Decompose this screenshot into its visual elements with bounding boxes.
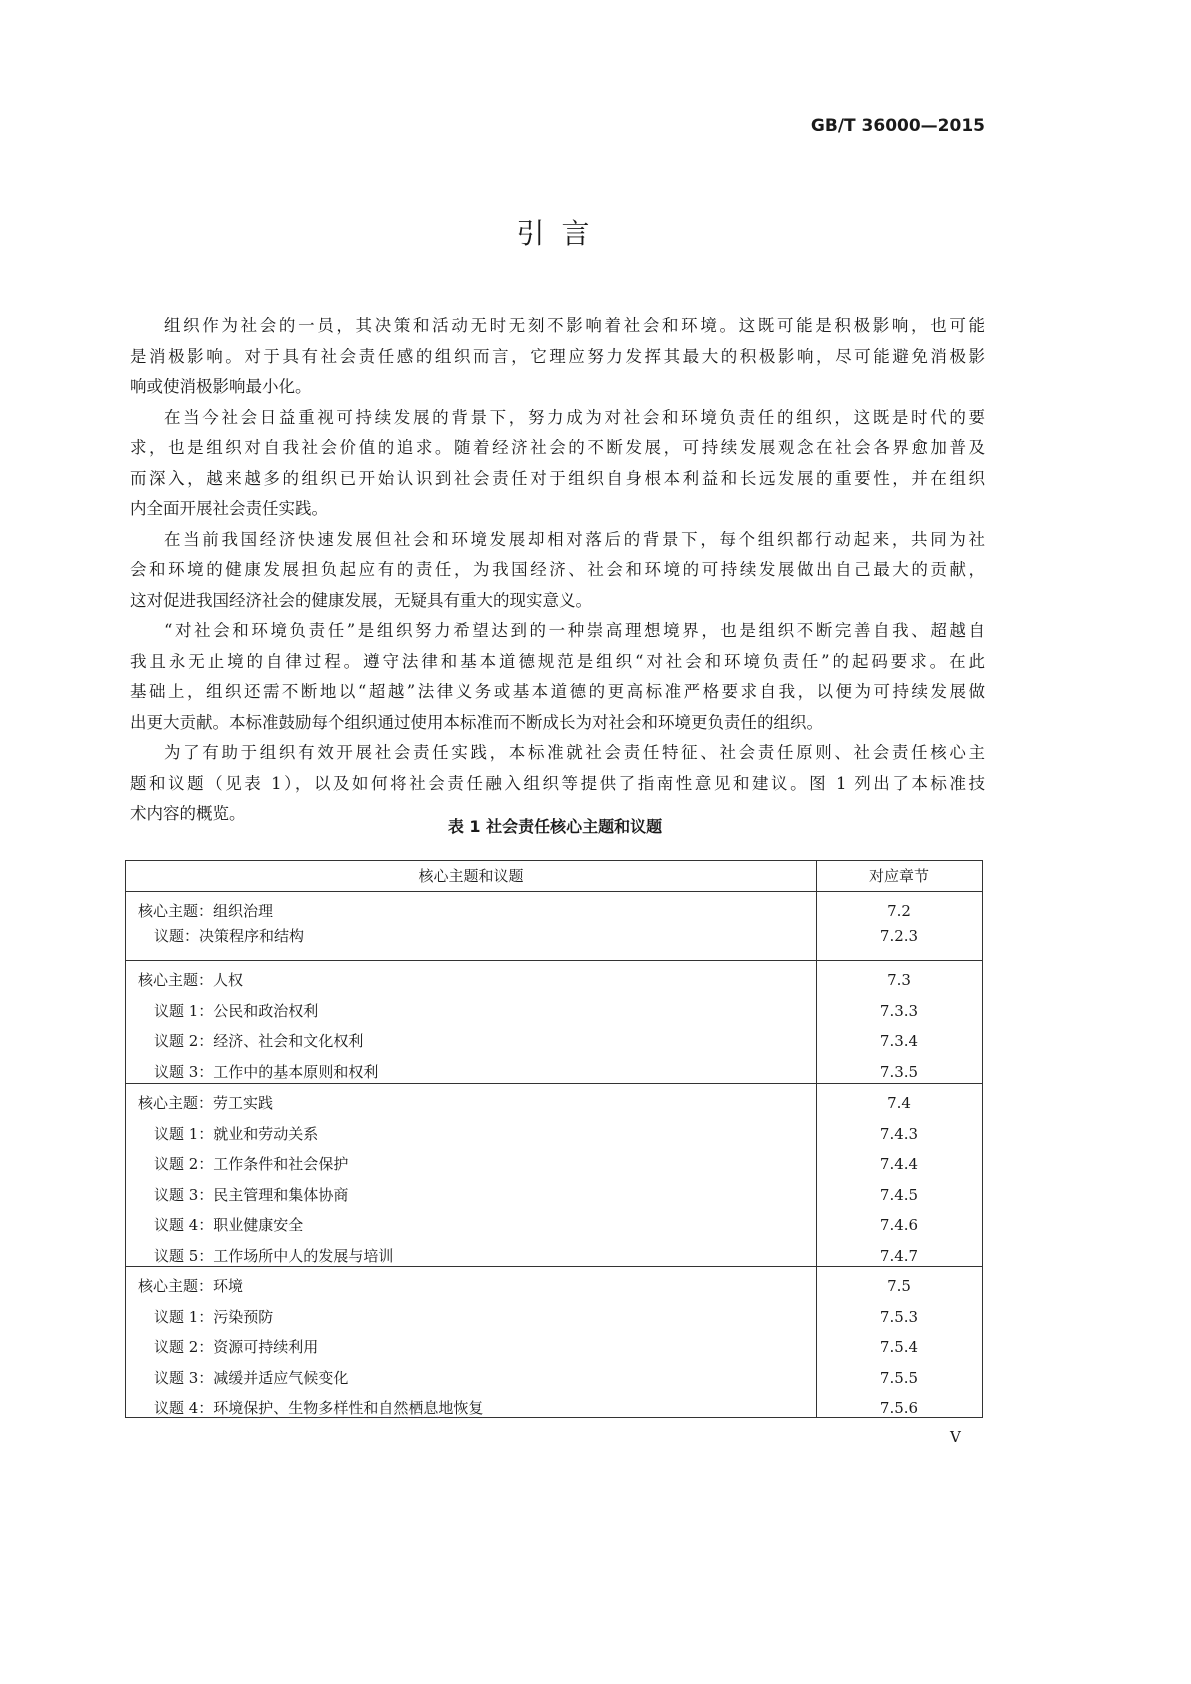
section-number: 7.3.3 [879,1001,919,1020]
paragraph-line: 而深入，越来越多的组织已开始认识到社会责任对于组织自身根本利益和长远发展的重要性，并在组织 [130,468,985,488]
header-topics: 核心主题和议题 [418,867,524,885]
issue-row [126,1058,982,1086]
section-number: 7.5.3 [879,1307,919,1326]
paragraph-line: 题和议题（见表 1），以及如何将社会责任融入组织等提供了指南性意见和建议。图 1 列出了本标准技 [130,773,985,793]
group-separator [126,960,982,961]
paragraph-line: 内全面开展社会责任实践。 [130,499,328,518]
section-number: 7.5.6 [879,1399,919,1418]
topic-label: 议题 2：资源可持续利用 [154,1338,319,1357]
topic-label: 议题 1：公民和政治权利 [154,1001,319,1020]
topics-table [125,860,983,1418]
paragraph-line: “对社会和环境负责任”是组织努力希望达到的一种崇高理想境界，也是组织不断完善自我、超越自 [164,621,985,640]
header-section: 对应章节 [868,867,929,885]
paragraph-line: 在当今社会日益重视可持续发展的背景下，努力成为对社会和环境负责任的组织，这既是时代的要 [164,407,985,427]
topic-label: 核心主题：环境 [138,1277,244,1295]
topic-label: 议题 1：污染预防 [154,1307,274,1326]
issue-row [126,1364,982,1392]
issue-row [126,1027,982,1055]
paragraph-line: 求，也是组织对自我社会价值的追求。随着经济社会的不断发展，可持续发展观念在社会各界愈加普及 [130,438,985,457]
section-number: 7.5.4 [879,1338,919,1357]
section-number: 7.5.5 [879,1368,919,1387]
issue-row [126,1150,982,1178]
introduction-body [130,311,985,830]
topic-label: 议题：决策程序和结构 [154,927,305,945]
standard-number: GB/T 36000—2015 [810,116,985,136]
core-topic-row [126,1272,982,1300]
paragraph-line: 出更大贡献。本标准鼓励每个组织通过使用本标准而不断成长为对社会和环境更负责任的组织。 [130,712,823,732]
topic-label: 核心主题：人权 [138,971,244,989]
topic-label: 议题 2：经济、社会和文化权利 [154,1032,364,1051]
section-number: 7.4.6 [879,1216,919,1235]
section-number: 7.3.4 [879,1032,919,1051]
section-number: 7.3 [887,971,911,989]
paragraph-line: 这对促进我国经济社会的健康发展，无疑具有重大的现实意义。 [130,590,592,610]
topic-label: 议题 4：职业健康安全 [154,1216,304,1235]
topic-label: 议题 4：环境保护、生物多样性和自然栖息地恢复 [154,1399,484,1418]
section-number: 7.4 [887,1094,911,1112]
topic-label: 议题 3：民主管理和集体协商 [154,1185,349,1204]
paragraph-line: 我且永无止境的自律过程。遵守法律和基本道德规范是组织“对社会和环境负责任”的起码要求。在此 [130,651,985,671]
section-number: 7.4.5 [879,1185,919,1204]
core-topic-row [126,897,982,925]
paragraph-line: 响或使消极影响最小化。 [130,377,312,396]
section-number: 7.2.3 [879,927,919,945]
issue-row [126,1394,982,1422]
section-number: 7.2 [887,902,911,920]
group-separator [126,1083,982,1084]
topic-label: 议题 5：工作场所中人的发展与培训 [154,1247,394,1265]
issue-row [126,1211,982,1239]
section-number: 7.4.7 [879,1247,919,1265]
issue-row [126,1303,982,1331]
paragraph-line: 基础上，组织还需不断地以“超越”法律义务或基本道德的更高标准严格要求自我，以便为可持续发展做 [130,682,985,701]
issue-row [126,1333,982,1361]
issue-row [126,997,982,1025]
paragraph-line: 在当前我国经济快速发展但社会和环境发展却相对落后的背景下，每个组织都行动起来，共同为社 [164,529,985,549]
issue-row [126,922,982,950]
paragraph-line: 组织作为社会的一员，其决策和活动无时无刻不影响着社会和环境。这既可能是积极影响，也可能 [164,316,985,335]
issue-row [126,1181,982,1209]
topic-label: 议题 2：工作条件和社会保护 [154,1155,349,1174]
section-number: 7.4.4 [879,1155,919,1174]
section-number: 7.4.3 [879,1124,919,1143]
topic-label: 核心主题：劳工实践 [138,1094,274,1112]
table-caption: 表 1 社会责任核心主题和议题 [447,817,663,836]
paragraph-line: 是消极影响。对于具有社会责任感的组织而言，它理应努力发挥其最大的积极影响，尽可能避免消极影 [130,346,985,366]
page-number: V [950,1428,961,1446]
paragraph-line: 会和环境的健康发展担负起应有的责任，为我国经济、社会和环境的可持续发展做出自己最大的贡献， [130,560,985,579]
topic-label: 核心主题：组织治理 [138,902,274,920]
core-topic-row [126,966,982,994]
page-title: 引 言 [516,217,594,250]
core-topic-row [126,1089,982,1117]
paragraph-line: 为了有助于组织有效开展社会责任实践，本标准就社会责任特征、社会责任原则、社会责任核心主 [164,743,985,762]
section-number: 7.3.5 [879,1062,919,1081]
paragraph-line: 术内容的概览。 [130,804,246,823]
topic-label: 议题 3：减缓并适应气候变化 [154,1368,349,1387]
topic-label: 议题 1：就业和劳动关系 [154,1124,319,1143]
section-number: 7.5 [887,1277,911,1295]
issue-row [126,1120,982,1148]
group-separator [126,1266,982,1267]
topic-label: 议题 3：工作中的基本原则和权利 [154,1062,379,1081]
table-header-row [126,861,982,892]
